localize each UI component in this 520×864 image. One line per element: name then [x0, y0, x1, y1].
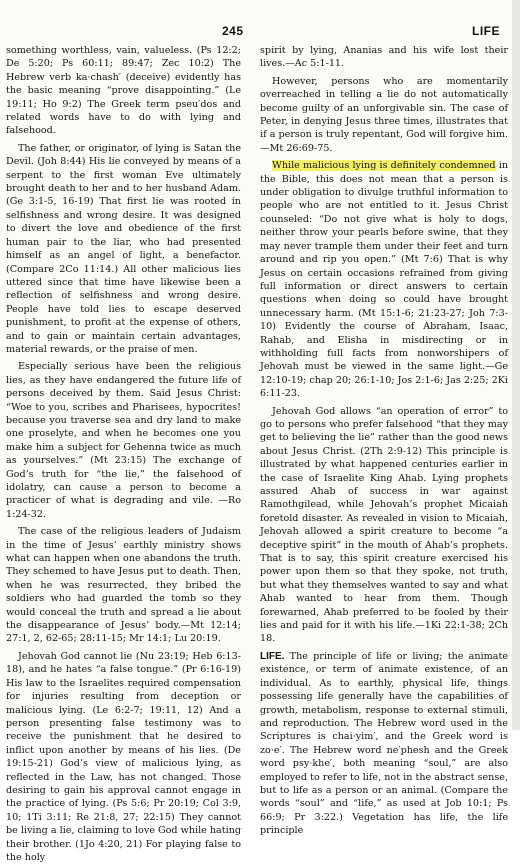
paragraph: The father, or originator, of lying is Satan the Devil. (Joh 8:44) His lie conveyed by means of a serpent to the first woman Eve ultimately brought death to her and to her husband Adam. (Ge 3:1-5, 16-19) That first lie was rooted in selfishness and wrong desire. It was designed to divert the love and obedience of the first human pair to the liar, who had presented himself as an angel of light, a benefactor. (Compare 2Co 11:14.) All other malicious lies uttered since that time have likewise been a reflection of selfishness and wrong desire. People have told lies to escape deserved punishment, to profit at the expense of others, and to gain or maintain certain advantages, material rewards, or the praise of men.: [6, 142, 241, 355]
paragraph: Jehovah God cannot lie (Nu 23:19; Heb 6:13-18), and he hates “a false tongue.” (Pr 6:16-19) His law to the Israelites required compensation for injuries resulting from deception or malicious lying. (Le 6:2-7; 19:11, 12) And a person presenting false testimony was to receive the punishment that he desired to inflict upon another by means of his lies. (De 19:15-21) God’s view of malicious lying, as reflected in the Law, has not changed. Those desiring to gain his approval cannot engage in the practice of lying. (Ps 5:6; Pr 20:19; Col 3:9, 10; 1Ti 3:11; Re 21:8, 27; 22:15) They cannot be living a lie, claiming to love God while hating their brother. (1Jo 4:20, 21) For playing false to the holy: [6, 650, 242, 863]
paragraph: spirit by lying, Ananias and his wife lost their lives.—Ac 5:1-11.: [260, 45, 508, 70]
entry-paragraph: [260, 650, 508, 838]
paragraph: Especially serious have been the religious lies, as they have endangered the future life of persons deceived by them. Said Jesus Christ: “Woe to you, scribes and Pharisees, hypocrites! because you traverse sea and dry land to make one proselyte, and when he becomes one you make him a subject for Gehenna twice as much as yourselves.” (Mt 23:15) The exchange of God’s truth for “the lie,” the falsehood of idolatry, can cause a person to become a practicer of what is degrading and vile. —Ro 1:24-32.: [6, 361, 241, 520]
highlighted-text: While malicious lying is definitely condemned: [272, 160, 496, 172]
entry-text: The principle of life or living; the animate existence, or term of animate existence, of an individual. As to earthly, physical life, things possessing life generally have the capabilities of growth, metabolism, response to external stimuli, and reproduction. The Hebrew word used in the Scriptures is chai·yim′, and the Greek word is zo·e′. The Hebrew word ne′phesh and the Greek word psy·khe′, both meaning “soul,” are also employed to refer to life, not in the abstract sense, but to life as a person or an animal. (Compare the words “soul” and “life,” as used at Job 10:1; Ps 66:9; Pr 3:22.) Vegetation has life, the life principle: [260, 650, 508, 837]
right-column: [260, 44, 508, 838]
left-column: [6, 44, 241, 864]
page-number: 245: [222, 24, 244, 38]
paragraph: [260, 159, 508, 400]
paragraph: The case of the religious leaders of Judaism in the time of Jesus’ earthly ministry shows what can happen when one abandons the truth. They schemed to have Jesus put to death. Then, when he was resurrected, they bribed the soldiers who had guarded the tomb so they would conceal the truth and spread a lie about the disappearance of Jesus’ body.—Mt 12:14; 27:1, 2, 62-65; 28:11-15; Mr 14:1; Lu 20:19.: [6, 526, 241, 645]
paragraph: However, persons who are momentarily overreached in telling a lie do not automatically become guilty of an unforgivable sin. The case of Peter, in denying Jesus three times, illustrates that if a person is truly repentant, God will forgive him. —Mt 26:69-75.: [260, 75, 508, 154]
page-edge: [512, 0, 520, 730]
running-head: LIFE: [472, 24, 500, 38]
paragraph: Jehovah God allows “an operation of error” to go to persons who prefer falsehood “that they may get to believing the lie” rather than the good news about Jesus Christ. (2Th 2:9-12) This principle is illustrated by what happened centuries earlier in the case of Israelite King Ahab. Lying prophets assured Ahab of success in war against Ramothgilead, while Jehovah’s prophet Micaiah foretold disaster. As revealed in vision to Micaiah, Jehovah allowed a spirit creature to become “a deceptive spirit” in the mouth of Ahab’s prophets. That is to say, this spirit creature exercised his power upon them so that they spoke, not truth, but what they themselves wanted to say and what Ahab wanted to hear from them. Though forewarned, Ahab preferred to be fooled by their lies and paid for it with his life.—1Ki 22:1-38; 2Ch 18.: [260, 405, 508, 645]
page-header: [0, 24, 520, 44]
paragraph: something worthless, vain, valueless. (Ps 12:2; De 5:20; Ps 60:11; 89:47; Zec 10:2) The Hebrew verb ka·chash′ (deceive) evidently has the basic meaning “prove disappointing.” (Le 19:11; Ho 9:2) The Greek term pseu′dos and related words have to do with lying and falsehood.: [6, 45, 241, 137]
entry-heading: LIFE.: [260, 650, 285, 662]
paragraph-text: in the Bible, this does not mean that a person is under obligation to divulge truthful information to people who are not entitled to it. Jesus Christ counseled: “Do not give what is holy to dogs, neither throw your pearls before swine, that they may never trample them under their feet and turn around and rip you open.” (Mt 7:6) That is why Jesus on certain occasions refrained from giving full information or direct answers to certain questions when doing so could have brought unnecessary harm. (Mt 15:1-6; 21:23-27; Joh 7:3-10) Evidently the course of Abraham, Isaac, Rahab, and Elisha in misdirecting or in withholding full facts from nonworshipers of Jehovah must be viewed in the same light.—Ge 12:10-19; chap 20; 26:1-10; Jos 2:1-6; Jas 2:25; 2Ki 6:11-23.: [260, 160, 508, 400]
